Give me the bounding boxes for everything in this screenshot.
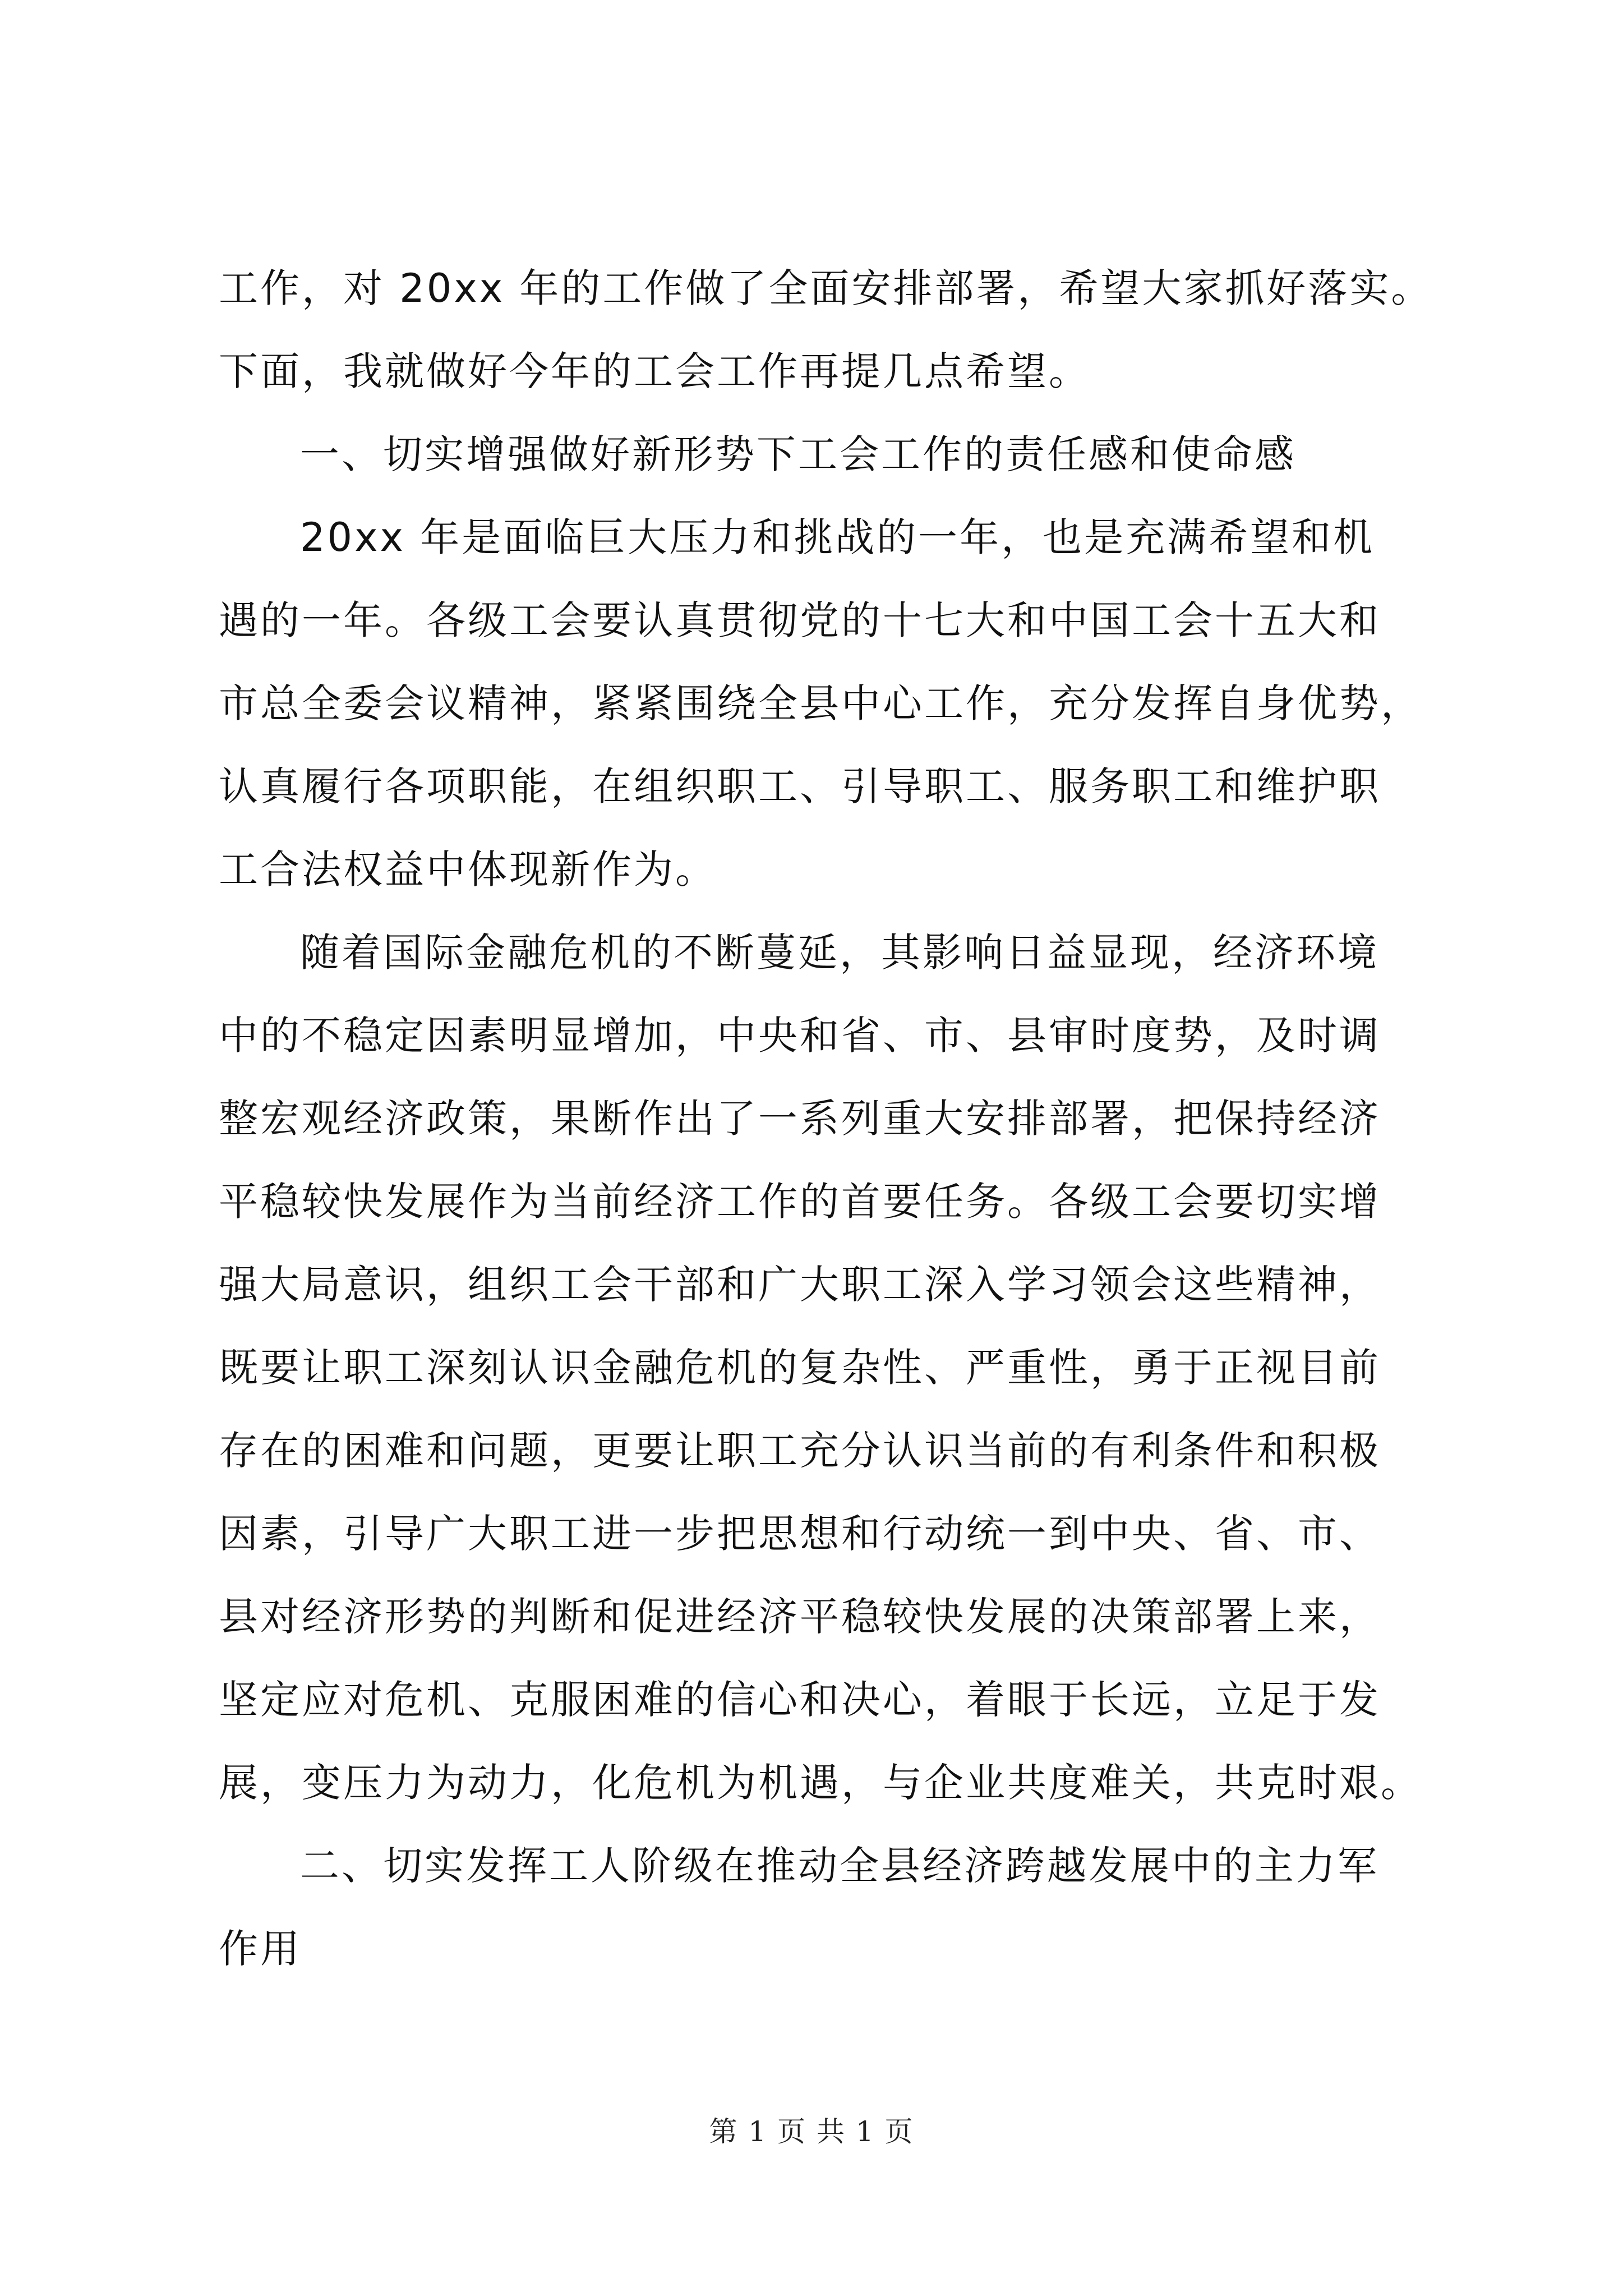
page-footer: 第 1 页 共 1 页 (709, 2115, 914, 2148)
body-text (219, 247, 1433, 1990)
text-line: 因素，引导广大职工进一步把思想和行动统一到中央、省、市、 (219, 1511, 1381, 1557)
text-line: 存在的困难和问题，更要让职工充分认识当前的有利条件和积极 (219, 1428, 1381, 1474)
text-line: 随着国际金融危机的不断蔓延，其影响日益显现，经济环境 (300, 930, 1379, 976)
text-line: 县对经济形势的判断和促进经济平稳较快发展的决策部署上来， (219, 1594, 1381, 1640)
text-line: 既要让职工深刻认识金融危机的复杂性、严重性，勇于正视目前 (219, 1345, 1381, 1391)
text-line: 20xx 年是面临巨大压力和挑战的一年，也是充满希望和机 (300, 514, 1375, 560)
text-line: 工作，对 20xx 年的工作做了全面安排部署，希望大家抓好落实。 (219, 265, 1433, 311)
text-line: 平稳较快发展作为当前经济工作的首要任务。各级工会要切实增 (219, 1179, 1381, 1225)
text-line: 遇的一年。各级工会要认真贯彻党的十七大和中国工会十五大和 (219, 597, 1381, 643)
text-line: 中的不稳定因素明显增加，中央和省、市、县审时度势，及时调 (219, 1013, 1381, 1059)
text-line: 强大局意识，组织工会干部和广大职工深入学习领会这些精神， (219, 1262, 1381, 1308)
text-line: 展，变压力为动力，化危机为机遇，与企业共度难关，共克时艰。 (219, 1760, 1422, 1806)
text-line: 整宏观经济政策，果断作出了一系列重大安排部署，把保持经济 (219, 1096, 1381, 1142)
text-line: 认真履行各项职能，在组织职工、引导职工、服务职工和维护职 (219, 763, 1381, 809)
text-line: 作用 (219, 1926, 302, 1972)
text-line: 一、切实增强做好新形势下工会工作的责任感和使命感 (300, 431, 1296, 477)
text-line: 二、切实发挥工人阶级在推动全县经济跨越发展中的主力军 (300, 1843, 1379, 1889)
text-line: 坚定应对危机、克服困难的信心和决心，着眼于长远，立足于发 (219, 1677, 1381, 1723)
text-line: 工合法权益中体现新作为。 (219, 846, 717, 892)
text-line: 市总全委会议精神，紧紧围绕全县中心工作，充分发挥自身优势， (219, 680, 1422, 726)
text-line: 下面，我就做好今年的工会工作再提几点希望。 (219, 348, 1090, 394)
